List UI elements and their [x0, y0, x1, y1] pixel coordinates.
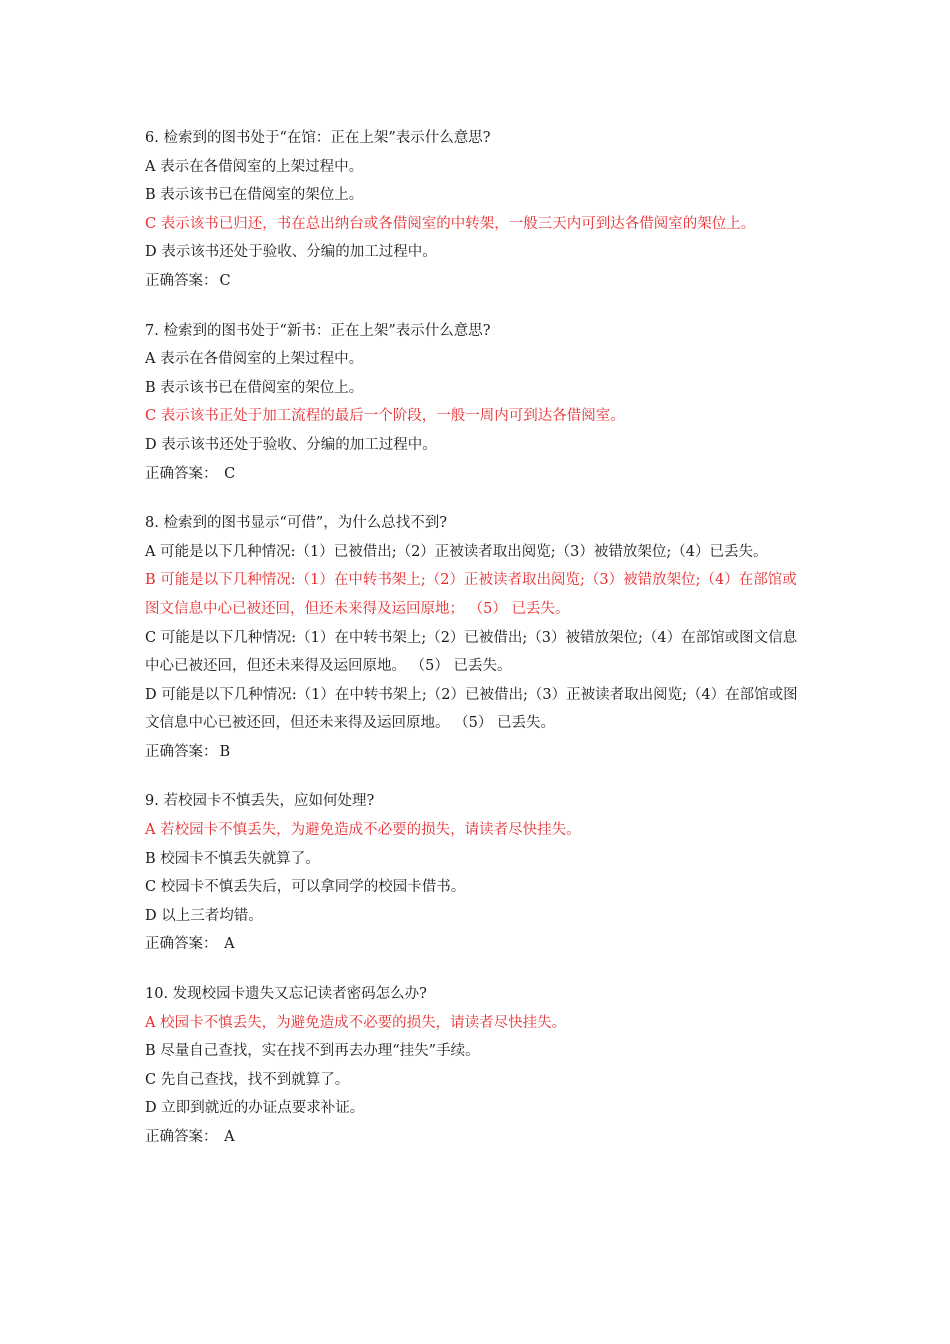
question-title: 7. 检索到的图书处于“新书：正在上架”表示什么意思?	[145, 322, 491, 339]
answer-value: B	[219, 743, 231, 760]
answer-label: 正确答案：	[145, 936, 218, 953]
question-7	[145, 317, 810, 489]
option-d: D 表示该书还处于验收、分编的加工过程中。	[145, 244, 437, 261]
question-8	[145, 509, 810, 766]
option-b: B 尽量自己查找，实在找不到再去办理“挂失”手续。	[145, 1043, 480, 1060]
option-b: B 表示该书已在借阅室的架位上。	[145, 379, 364, 396]
answer-line	[145, 738, 810, 767]
option-d: D 以上三者均错。	[145, 907, 263, 924]
question-10	[145, 980, 810, 1152]
option-a-correct: A 若校园卡不慎丢失，为避免造成不必要的损失，请读者尽快挂失。	[145, 822, 581, 839]
option-c-correct: C 表示该书正处于加工流程的最后一个阶段，一般一周内可到达各借阅室。	[145, 408, 625, 425]
option-d: D 可能是以下几种情况:（1）在中转书架上;（2）已被借出;（3）正被读者取出阅览;（4）在部馆或图文信息中心已被还回，但还未来得及运回原地。 （5） 已丢失。	[145, 686, 798, 732]
answer-label: 正确答案：	[145, 743, 218, 760]
question-title: 8. 检索到的图书显示“可借”，为什么总找不到?	[145, 515, 448, 532]
answer-label: 正确答案：	[145, 1129, 218, 1145]
option-b: B 校园卡不慎丢失就算了。	[145, 850, 320, 867]
answer-line	[145, 460, 810, 489]
answer-value: C	[219, 465, 236, 482]
option-c-correct: C 表示该书已归还，书在总出纳台或各借阅室的中转架，一般三天内可到达各借阅室的架位上。	[145, 215, 756, 232]
answer-line	[145, 267, 810, 296]
option-c: C 先自己查找，找不到就算了。	[145, 1071, 350, 1088]
answer-line	[145, 1123, 810, 1152]
answer-value: A	[219, 936, 235, 953]
option-a: A 表示在各借阅室的上架过程中。	[145, 158, 364, 175]
option-a: A 表示在各借阅室的上架过程中。	[145, 351, 364, 368]
answer-value: A	[219, 1129, 235, 1145]
option-c: C 可能是以下几种情况:（1）在中转书架上;（2）已被借出;（3）被错放架位;（4）在部馆或图文信息中心已被还回，但还未来得及运回原地。 （5） 已丢失。	[145, 629, 798, 675]
option-b: B 表示该书已在借阅室的架位上。	[145, 187, 364, 204]
answer-label: 正确答案：	[145, 465, 218, 482]
question-title: 9. 若校园卡不慎丢失，应如何处理?	[145, 793, 375, 810]
answer-label: 正确答案：	[145, 272, 218, 289]
option-d: D 表示该书还处于验收、分编的加工过程中。	[145, 436, 437, 453]
option-d: D 立即到就近的办证点要求补证。	[145, 1100, 365, 1117]
question-6	[145, 124, 810, 296]
question-title: 10. 发现校园卡遗失又忘记读者密码怎么办?	[145, 986, 427, 1003]
option-c: C 校园卡不慎丢失后，可以拿同学的校园卡借书。	[145, 879, 466, 896]
option-a: A 可能是以下几种情况:（1）已被借出;（2）正被读者取出阅览;（3）被错放架位;（4）已丢失。	[145, 543, 768, 560]
answer-value: C	[219, 272, 231, 289]
question-9	[145, 787, 810, 959]
answer-line	[145, 930, 810, 959]
option-a-correct: A 校园卡不慎丢失，为避免造成不必要的损失，请读者尽快挂失。	[145, 1014, 567, 1031]
question-title: 6. 检索到的图书处于“在馆：正在上架”表示什么意思?	[145, 130, 491, 146]
option-b-correct: B 可能是以下几种情况:（1）在中转书架上;（2）正被读者取出阅览;（3）被错放架位;（4）在部馆或图文信息中心已被还回，但还未来得及运回原地； （5） 已丢失。	[145, 572, 797, 617]
